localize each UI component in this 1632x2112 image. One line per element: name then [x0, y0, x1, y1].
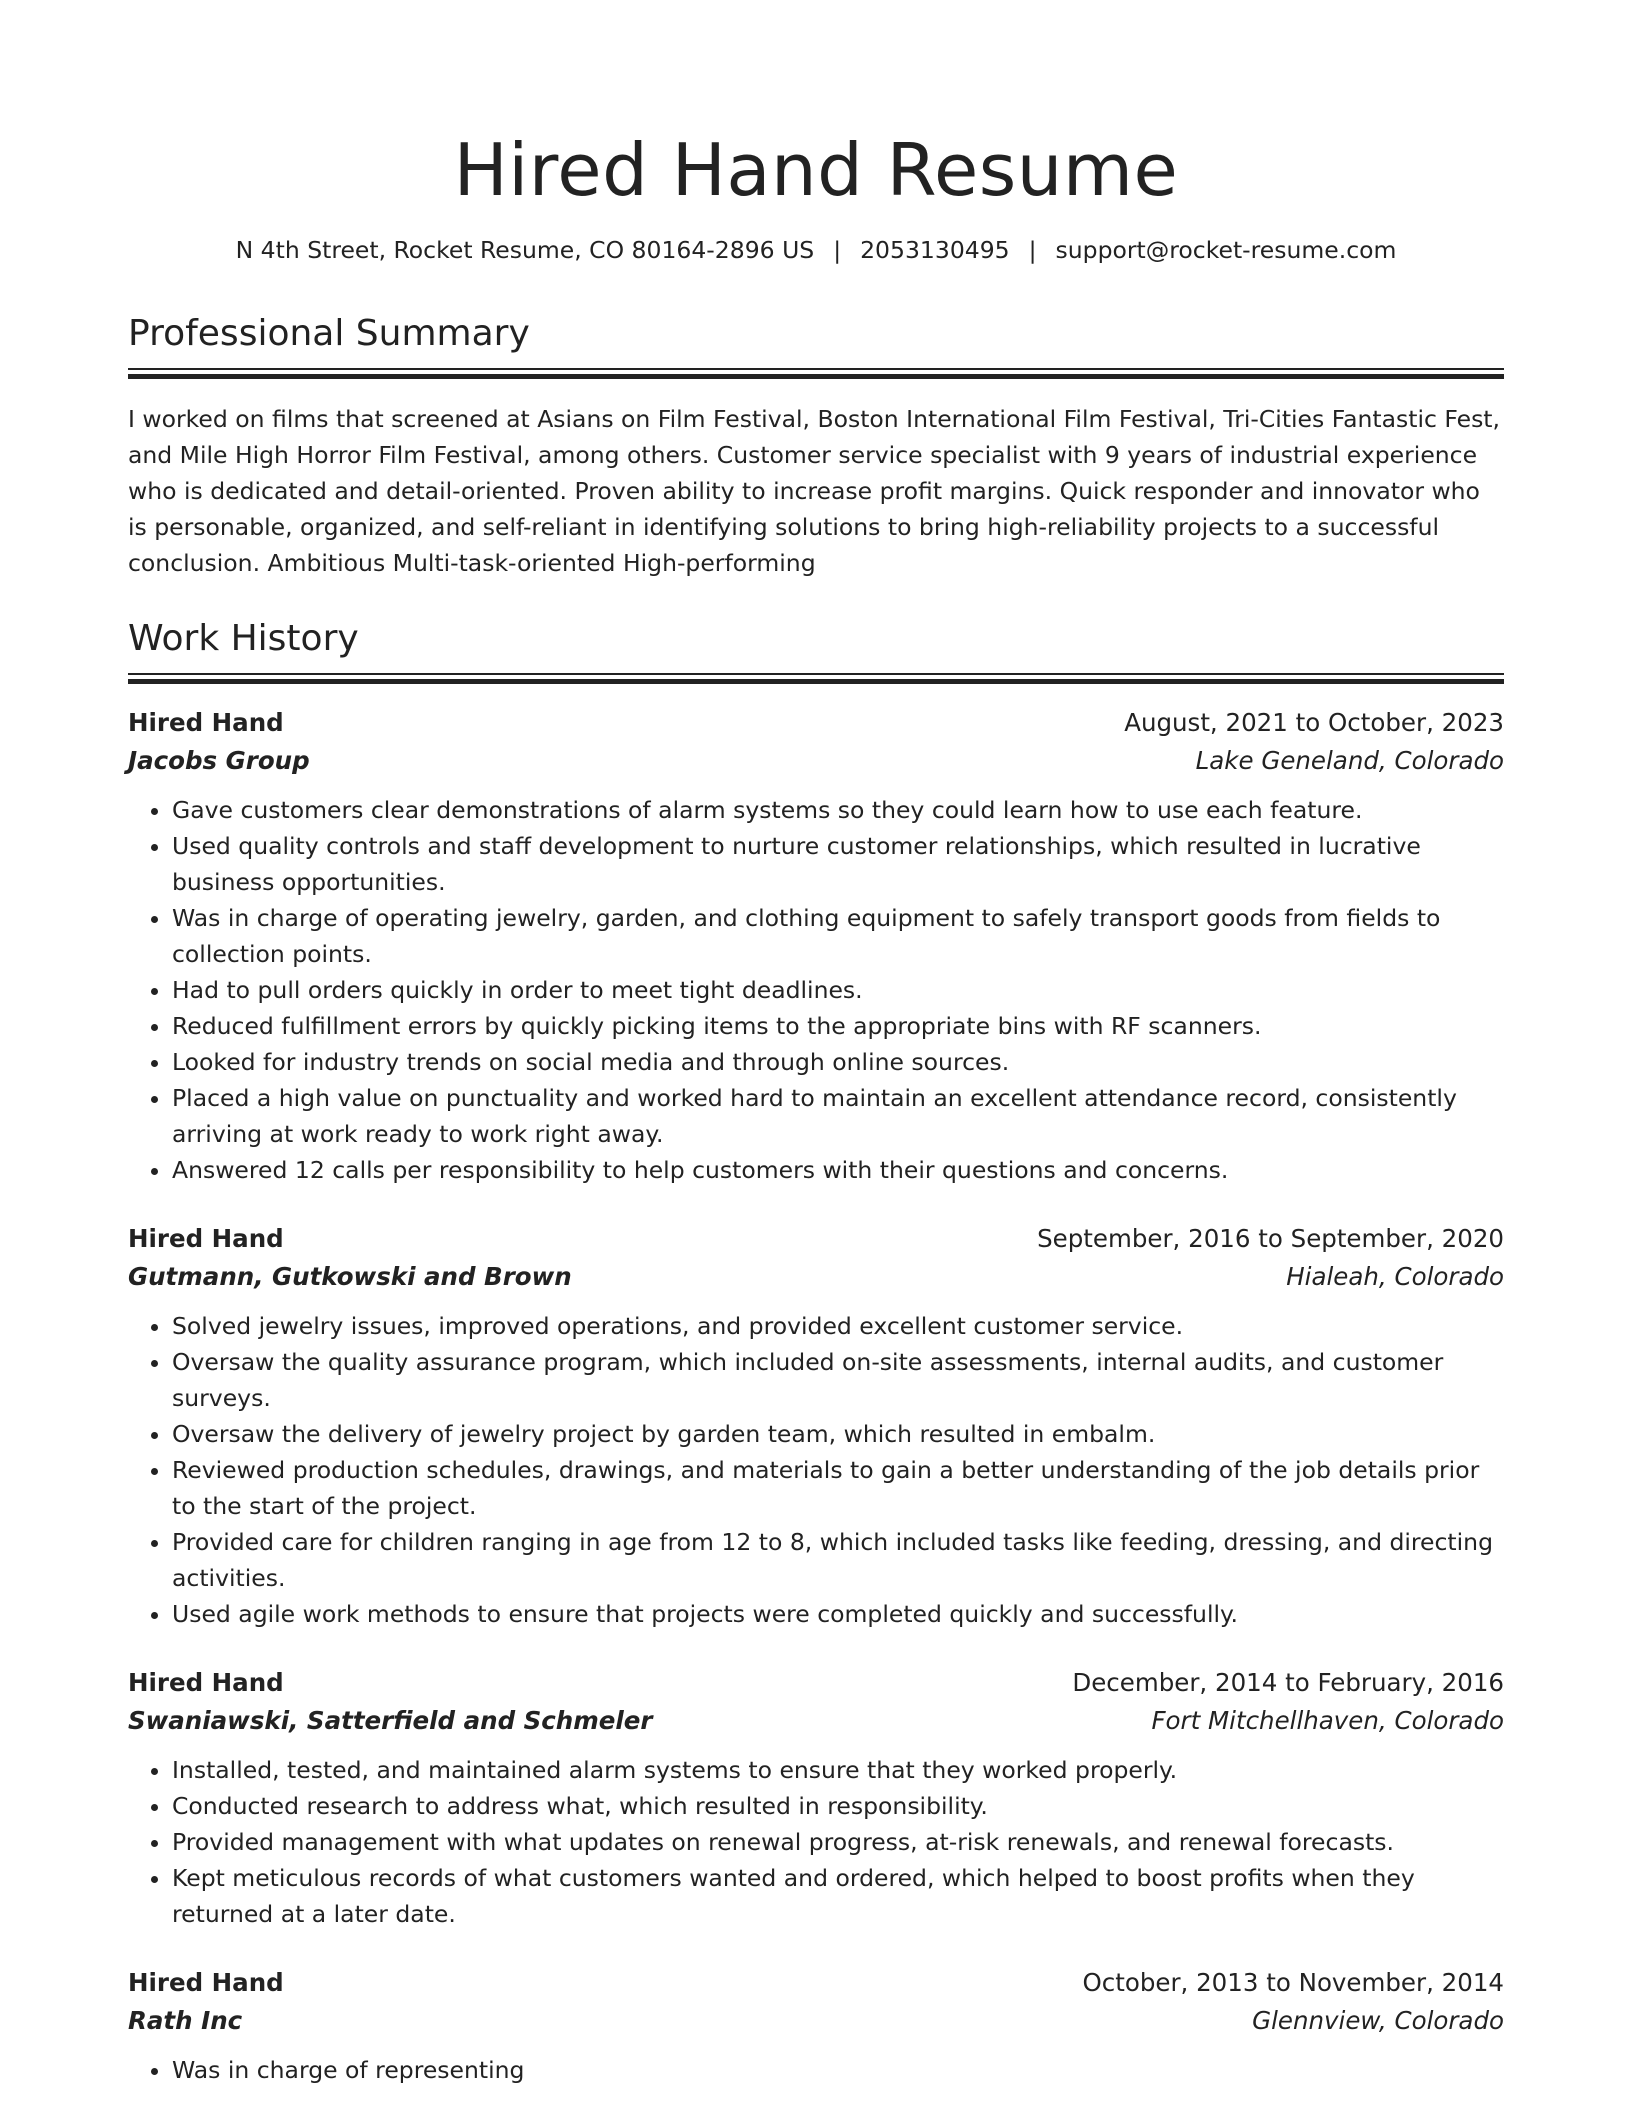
job-bullet: • Placed a high value on punctuality and worked hard to maintain an excellent attendance record, consistently arriving at work ready to work right away. — [172, 1080, 1504, 1152]
contact-line — [128, 234, 1504, 266]
job-bullet: • Reviewed production schedules, drawings, and materials to gain a better understanding of the job details prior to the start of the project. — [172, 1452, 1504, 1524]
job-bullet: • Used quality controls and staff development to nurture customer relationships, which resulted in lucrative business opportunities. — [172, 828, 1504, 900]
job-bullet: • Gave customers clear demonstrations of alarm systems so they could learn how to use each feature. — [172, 792, 1504, 828]
job-title: Hired Hand — [128, 1224, 284, 1253]
contact-email: support@rocket-resume.com — [1055, 236, 1397, 264]
job-bullet: • Reduced fulfillment errors by quickly picking items to the appropriate bins with RF scanners. — [172, 1008, 1504, 1044]
job-location: Glennview, Colorado — [1252, 2006, 1504, 2035]
job-bullet-list — [128, 1308, 1504, 1632]
job-bullet: • Was in charge of operating jewelry, garden, and clothing equipment to safely transport goods from fields to collection points. — [172, 900, 1504, 972]
job-title: Hired Hand — [128, 708, 284, 737]
job-entry — [128, 1964, 1504, 2088]
job-bullet: • Provided management with what updates on renewal progress, at-risk renewals, and renewal forecasts. — [172, 1824, 1504, 1860]
job-header-row — [128, 1964, 1504, 2002]
section-heading: Professional Summary — [128, 313, 530, 354]
summary-text: I worked on films that screened at Asians on Film Festival, Boston International Film Festival, Tri-Cities Fantastic Fest, and Mile High Horror Film Festival, among others. Customer service specialist with 9 years of industrial experience who is dedicated and detail-oriented. Proven ability to increase profit margins. Quick responder and innovator who is personable, organized, and self-reliant in identifying solutions to bring high-reliability projects to a successful conclusion. Ambitious Multi-task-oriented High-performing — [128, 405, 1500, 577]
job-bullet-list — [128, 792, 1504, 1188]
job-bullet-list — [128, 1752, 1504, 1932]
job-bullet: • Oversaw the quality assurance program, which included on-site assessments, internal audits, and customer surveys. — [172, 1344, 1504, 1416]
job-company: Swaniawski, Satterfield and Schmeler — [128, 1706, 653, 1735]
job-bullet: • Conducted research to address what, which resulted in responsibility. — [172, 1788, 1504, 1824]
job-dates: December, 2014 to February, 2016 — [1072, 1668, 1504, 1697]
job-company: Rath Inc — [128, 2006, 243, 2035]
job-bullet: • Provided care for children ranging in age from 12 to 8, which included tasks like feeding, dressing, and directing activities. — [172, 1524, 1504, 1596]
job-company-row — [128, 1702, 1504, 1740]
job-bullet-list — [128, 2052, 1504, 2088]
job-entry — [128, 1664, 1504, 1932]
job-bullet: • Solved jewelry issues, improved operations, and provided excellent customer service. — [172, 1308, 1504, 1344]
job-bullet: • Installed, tested, and maintained alarm systems to ensure that they worked properly. — [172, 1752, 1504, 1788]
job-bullet: • Had to pull orders quickly in order to meet tight deadlines. — [172, 972, 1504, 1008]
job-location: Hialeah, Colorado — [1286, 1262, 1504, 1291]
work-history-section — [128, 617, 1504, 2088]
contact-separator: | — [1028, 236, 1037, 264]
job-dates: September, 2016 to September, 2020 — [1037, 1224, 1504, 1253]
job-location: Fort Mitchellhaven, Colorado — [1151, 1706, 1504, 1735]
job-dates: August, 2021 to October, 2023 — [1124, 708, 1504, 737]
professional-summary-section — [128, 312, 1504, 581]
job-title: Hired Hand — [128, 1968, 284, 1997]
job-entry — [128, 704, 1504, 1188]
job-bullet: • Used agile work methods to ensure that projects were completed quickly and successfully. — [172, 1596, 1504, 1632]
section-heading: Work History — [128, 618, 359, 659]
contact-separator: | — [833, 236, 842, 264]
job-company: Gutmann, Gutkowski and Brown — [128, 1262, 572, 1291]
contact-address: N 4th Street, Rocket Resume, CO 80164-2896 US — [235, 236, 815, 264]
job-header-row — [128, 704, 1504, 742]
job-entry — [128, 1220, 1504, 1632]
job-bullet: • Kept meticulous records of what customers wanted and ordered, which helped to boost profits when they returned at a later date. — [172, 1860, 1504, 1932]
job-company-row — [128, 742, 1504, 780]
job-dates: October, 2013 to November, 2014 — [1082, 1968, 1504, 1997]
section-divider — [128, 673, 1504, 684]
contact-phone: 2053130495 — [860, 236, 1010, 264]
job-company-row — [128, 1258, 1504, 1296]
job-bullet: • Was in charge of representing — [172, 2052, 1504, 2088]
section-divider — [128, 368, 1504, 379]
job-location: Lake Geneland, Colorado — [1195, 746, 1504, 775]
job-header-row — [128, 1664, 1504, 1702]
job-company-row — [128, 2002, 1504, 2040]
resume-name: Hired Hand Resume — [453, 128, 1179, 212]
job-bullet: • Answered 12 calls per responsibility to help customers with their questions and concerns. — [172, 1152, 1504, 1188]
job-company: Jacobs Group — [128, 746, 310, 775]
job-bullet: • Looked for industry trends on social media and through online sources. — [172, 1044, 1504, 1080]
job-bullet: • Oversaw the delivery of jewelry project by garden team, which resulted in embalm. — [172, 1416, 1504, 1452]
resume-page — [128, 0, 1504, 2088]
job-header-row — [128, 1220, 1504, 1258]
job-title: Hired Hand — [128, 1668, 284, 1697]
